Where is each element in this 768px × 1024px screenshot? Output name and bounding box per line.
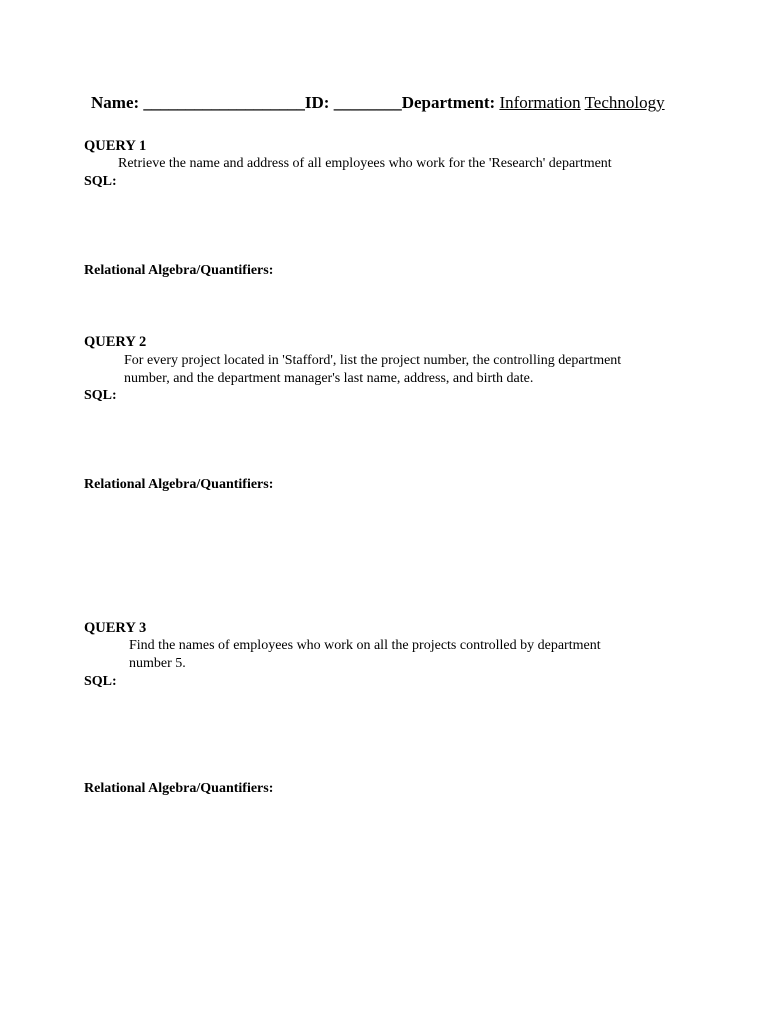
- query-3-title: QUERY 3: [84, 620, 147, 636]
- query-3-sql-label: SQL:: [84, 674, 117, 689]
- id-label: ID:: [304, 93, 330, 112]
- department-word-information: Information: [499, 93, 581, 112]
- header-line: [91, 92, 665, 114]
- query-2-text-line-2: number, and the department manager's last name, address, and birth date.: [124, 371, 534, 386]
- query-3-text-line-2: number 5.: [129, 656, 186, 671]
- query-2-title: QUERY 2: [84, 334, 147, 350]
- query-2-text-line-1: For every project located in 'Stafford', list the project number, the controlling department: [124, 353, 622, 368]
- name-label: Name:: [91, 93, 140, 112]
- query-2-relational-algebra-label: Relational Algebra/Quantifiers:: [84, 477, 274, 492]
- query-3-text-line-1: Find the names of employees who work on all the projects controlled by department: [129, 638, 601, 653]
- department-label: Department:: [401, 93, 496, 112]
- query-1-relational-algebra-label: Relational Algebra/Quantifiers:: [84, 263, 274, 278]
- department-word-technology: Technology: [584, 93, 665, 112]
- name-blank: ___________________: [143, 93, 305, 112]
- query-1-sql-label: SQL:: [84, 174, 117, 189]
- query-3-relational-algebra-label: Relational Algebra/Quantifiers:: [84, 781, 274, 796]
- query-1-title: QUERY 1: [84, 138, 147, 154]
- id-blank: ________: [333, 93, 402, 112]
- query-1-text-line-1: Retrieve the name and address of all employees who work for the 'Research' department: [118, 156, 612, 171]
- query-2-sql-label: SQL:: [84, 388, 117, 403]
